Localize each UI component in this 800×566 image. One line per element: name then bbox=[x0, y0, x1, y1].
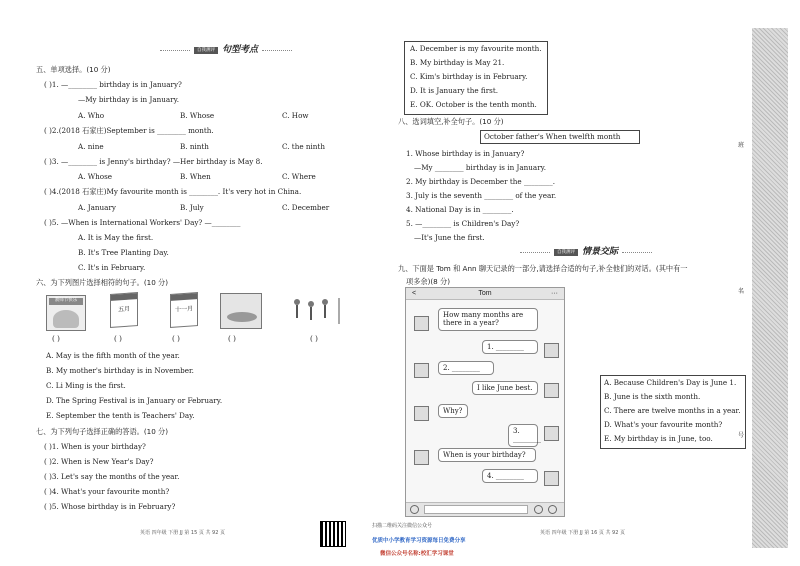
banner-title-2: 情景交际 bbox=[582, 247, 619, 257]
qr-caption: 扫描二维码关注微信公众号 bbox=[372, 523, 433, 529]
binding-margin bbox=[752, 28, 788, 548]
tom-avatar-3 bbox=[414, 406, 429, 421]
chat-bubble-tom-2: 2. ________ bbox=[438, 361, 494, 375]
q4-text: ( )4.(2018 石家庄)My favourite month is ________. It's very hot in China. bbox=[44, 187, 302, 196]
q1-opt-a: A. Who bbox=[78, 111, 105, 120]
sec7-answer-d: D. It is January the first. bbox=[410, 86, 498, 95]
picture-calendar-may bbox=[110, 292, 138, 328]
picture-banner-text: 教师节快乐 bbox=[49, 298, 83, 305]
sec7-answer-c: C. Kim's birthday is in February. bbox=[410, 72, 528, 81]
chat-bubble-tom-3: Why? bbox=[438, 404, 468, 418]
ann-avatar-2 bbox=[544, 383, 559, 398]
promo-text: 优质中小学教育学习资源每日免费分享 bbox=[372, 538, 466, 544]
section-banner-sentence bbox=[160, 45, 292, 56]
sec9-opt-a: A. Because Children's Day is June 1. bbox=[604, 378, 737, 387]
tom-avatar bbox=[414, 316, 429, 331]
q5-opt-b: B. It's Tree Planting Day. bbox=[78, 248, 169, 257]
left-footer: 英语 四年级 下册 JJ 第 15 页 共 92 页 bbox=[140, 530, 225, 536]
picture-family-dinner bbox=[220, 293, 262, 329]
q3-opt-c: C. Where bbox=[282, 172, 316, 181]
pic3-bracket: ( ) bbox=[172, 334, 180, 343]
ann-avatar-4 bbox=[544, 471, 559, 486]
sec8-item-5b: —It's June the first. bbox=[414, 233, 485, 242]
ann-avatar bbox=[544, 343, 559, 358]
banner-title: 句型考点 bbox=[222, 45, 259, 55]
q5-opt-c: C. It's in February. bbox=[78, 263, 146, 272]
q3-opt-a: A. Whose bbox=[78, 172, 113, 181]
banner-tag-2: 自我测评 bbox=[554, 249, 578, 256]
sec7-item-3: ( )3. Let's say the months of the year. bbox=[44, 472, 180, 481]
sec7-answer-b: B. My birthday is May 21. bbox=[410, 58, 505, 67]
pic1-bracket: ( ) bbox=[52, 334, 60, 343]
q1-text: ( )1. —________ birthday is in January? bbox=[44, 80, 182, 89]
word-bank: October father's When twelfth month bbox=[484, 132, 621, 141]
q4-opt-c: C. December bbox=[282, 203, 330, 212]
q2-opt-b: B. ninth bbox=[180, 142, 209, 151]
q1-opt-c: C. How bbox=[282, 111, 309, 120]
message-input[interactable] bbox=[424, 505, 528, 514]
picture-teachers-day bbox=[46, 295, 86, 331]
q2-opt-a: A. nine bbox=[78, 142, 104, 151]
sec7-item-5: ( )5. Whose birthday is in February? bbox=[44, 502, 176, 511]
pic2-bracket: ( ) bbox=[114, 334, 122, 343]
pic5-bracket: ( ) bbox=[310, 334, 318, 343]
sec8-item-1b: —My ________ birthday is in January. bbox=[414, 163, 547, 172]
section7-title: 七、为下列句子选择正确的答语。(10 分) bbox=[36, 427, 169, 436]
chat-bubble-tom-4: When is your birthday? bbox=[438, 448, 536, 462]
sec8-item-4: 4. National Day is in ________. bbox=[406, 205, 514, 214]
sidebar-label-2: 名 bbox=[738, 288, 745, 295]
more-icon[interactable]: ··· bbox=[551, 290, 558, 297]
back-icon[interactable]: < bbox=[412, 290, 417, 297]
q2-text: ( )2.(2018 石家庄)September is ________ month. bbox=[44, 126, 214, 135]
sec8-item-3: 3. July is the seventh ________ of the year. bbox=[406, 191, 557, 200]
sec7-item-4: ( )4. What's your favourite month? bbox=[44, 487, 170, 496]
chat-bubble-ann-3: 3. ________ bbox=[508, 424, 538, 447]
q4-opt-a: A. January bbox=[78, 203, 116, 212]
sec6-opt-b: B. My mother's birthday is in November. bbox=[46, 366, 194, 375]
wechat-account: 微信公众号名称:校汇学习课堂 bbox=[380, 551, 454, 557]
chat-header bbox=[406, 288, 564, 300]
picture-race bbox=[288, 293, 348, 329]
ann-avatar-3 bbox=[544, 426, 559, 441]
sidebar-label-1: 班 bbox=[738, 142, 745, 149]
voice-icon[interactable] bbox=[410, 505, 419, 514]
sec9-opt-b: B. June is the sixth month. bbox=[604, 392, 701, 401]
section9-title-cont: 项多余)(8 分) bbox=[406, 277, 451, 286]
sidebar-label-3: 号 bbox=[738, 432, 745, 439]
banner-tag: 自我测评 bbox=[194, 47, 218, 54]
sec8-item-1: 1. Whose birthday is in January? bbox=[406, 149, 525, 158]
sec9-opt-e: E. My birthday is in June, too. bbox=[604, 434, 713, 443]
sec7-item-2: ( )2. When is New Year's Day? bbox=[44, 457, 154, 466]
chat-contact-name: Tom bbox=[478, 290, 492, 297]
chat-bubble-ann-1: 1. ________ bbox=[482, 340, 538, 354]
sec7-item-1: ( )1. When is your birthday? bbox=[44, 442, 146, 451]
sec7-answer-e: E. OK. October is the tenth month. bbox=[410, 100, 537, 109]
sec9-opt-c: C. There are twelve months in a year. bbox=[604, 406, 741, 415]
section8-title: 八、选词填空,补全句子。(10 分) bbox=[398, 117, 504, 126]
section-banner-situation bbox=[520, 247, 652, 258]
q2-opt-c: C. the ninth bbox=[282, 142, 325, 151]
sec7-answer-a: A. December is my favourite month. bbox=[410, 44, 542, 53]
section9-title: 九、下面是 Tom 和 Ann 聊天记录的一部分,请选择合适的句子,补全他们的对话。(其中有一 bbox=[398, 264, 688, 273]
q3-text: ( )3. —________ is Jenny's birthday? —Her birthday is May 8. bbox=[44, 157, 263, 166]
chat-window bbox=[405, 287, 565, 517]
chat-bubble-ann-2: I like June best. bbox=[472, 381, 538, 395]
sec6-opt-e: E. September the tenth is Teachers' Day. bbox=[46, 411, 195, 420]
q3-opt-b: B. When bbox=[180, 172, 211, 181]
plus-icon[interactable] bbox=[548, 505, 557, 514]
chat-bubble-tom-1: How many months are there in a year? bbox=[438, 308, 538, 331]
q4-opt-b: B. July bbox=[180, 203, 204, 212]
sec6-opt-a: A. May is the fifth month of the year. bbox=[46, 351, 180, 360]
chat-input-bar bbox=[406, 502, 564, 516]
sec8-item-2: 2. My birthday is December the ________. bbox=[406, 177, 555, 186]
sec6-opt-d: D. The Spring Festival is in January or February. bbox=[46, 396, 223, 405]
q5-text: ( )5. —When is International Workers' Day? —________ bbox=[44, 218, 241, 227]
q1-opt-b: B. Whose bbox=[180, 111, 215, 120]
section5-title: 五、单项选择。(10 分) bbox=[36, 65, 111, 74]
qr-code bbox=[320, 521, 346, 547]
calendar-label-november: 十一月 bbox=[174, 305, 193, 314]
right-footer: 英语 四年级 下册 JJ 第 16 页 共 92 页 bbox=[540, 530, 625, 536]
sec8-item-5: 5. —________ is Children's Day? bbox=[406, 219, 520, 228]
pic4-bracket: ( ) bbox=[228, 334, 236, 343]
q1-reply: —My birthday is in January. bbox=[78, 95, 179, 104]
emoji-icon[interactable] bbox=[534, 505, 543, 514]
tom-avatar-2 bbox=[414, 363, 429, 378]
section6-title: 六、为下列图片选择相符的句子。(10 分) bbox=[36, 278, 169, 287]
calendar-label-may: 五月 bbox=[117, 305, 130, 314]
picture-calendar-november bbox=[170, 292, 198, 328]
chat-bubble-ann-4: 4. ________ bbox=[482, 469, 538, 483]
q5-opt-a: A. It is May the first. bbox=[78, 233, 154, 242]
sec6-opt-c: C. Li Ming is the first. bbox=[46, 381, 126, 390]
sec9-opt-d: D. What's your favourite month? bbox=[604, 420, 723, 429]
tom-avatar-4 bbox=[414, 450, 429, 465]
